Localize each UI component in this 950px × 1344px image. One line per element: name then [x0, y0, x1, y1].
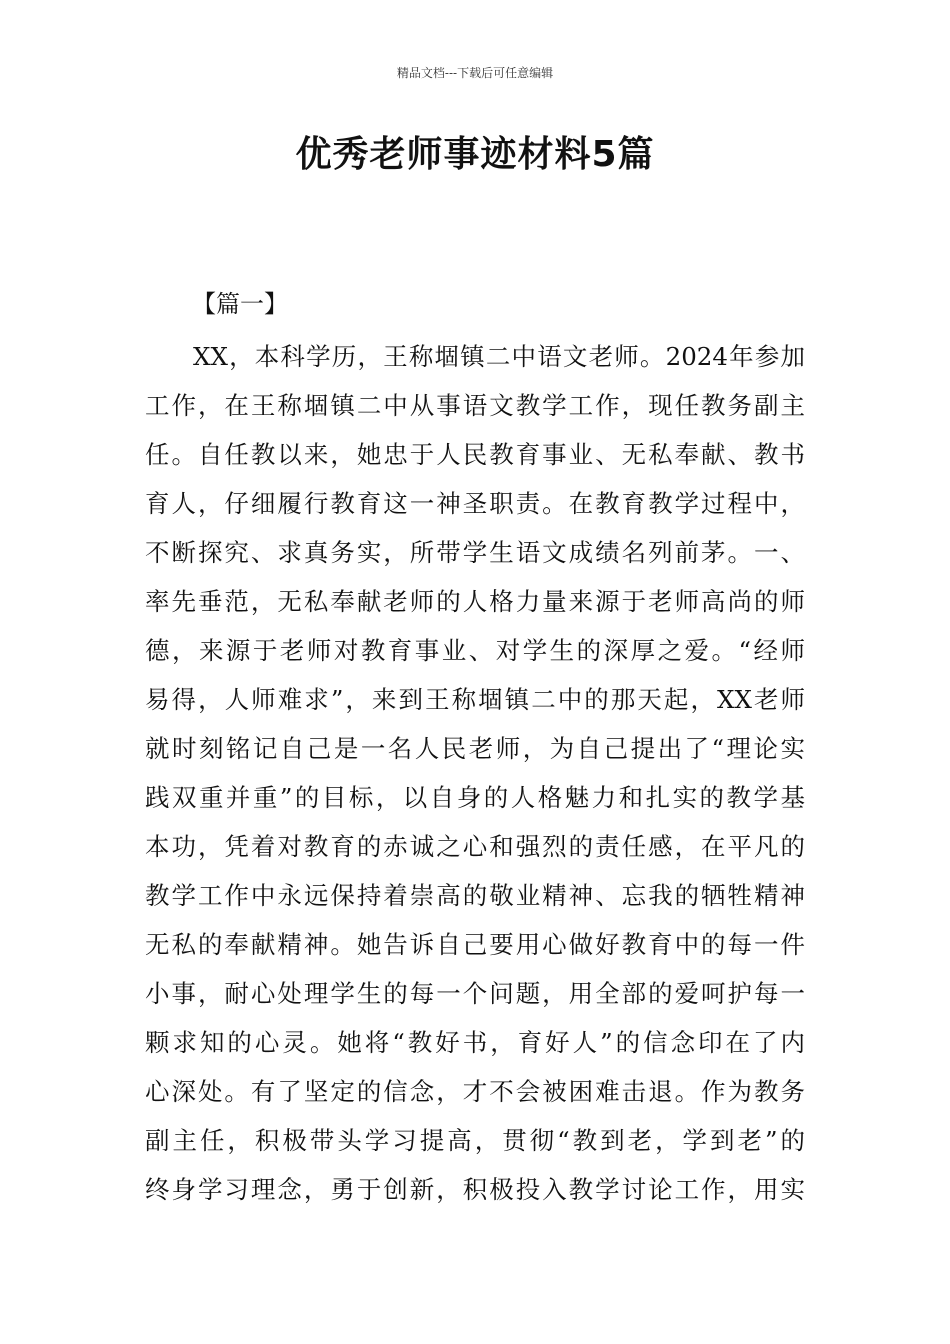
paragraph-line: 率先垂范，无私奉献老师的人格力量来源于老师高尚的师 [145, 587, 805, 616]
paragraph-line: 育人，仔细履行教育这一神圣职责。在教育教学过程中， [145, 489, 805, 518]
document-title: 优秀老师事迹材料5篇 [295, 134, 655, 175]
paragraph-line: 终身学习理念，勇于创新，积极投入教学讨论工作，用实 [145, 1175, 805, 1204]
paragraph-line: 小事，耐心处理学生的每一个问题，用全部的爱呵护每一 [145, 979, 805, 1008]
paragraph-line: 颗求知的心灵。她将“教好书，育好人”的信念印在了内 [145, 1028, 805, 1057]
paragraph-line: 践双重并重”的目标，以自身的人格魅力和扎实的教学基 [145, 783, 805, 812]
paragraph-line: 易得，人师难求”，来到王称堌镇二中的那天起，XX老师 [145, 685, 805, 714]
paragraph-line: 无私的奉献精神。她告诉自己要用心做好教育中的每一件 [145, 930, 805, 959]
paragraph-line: 任。自任教以来，她忠于人民教育事业、无私奉献、教书 [145, 440, 805, 469]
body-paragraph [145, 332, 805, 1214]
paragraph-line: XX，本科学历，王称堌镇二中语文老师。2024年参加 [193, 342, 805, 371]
paragraph-line: 本功，凭着对教育的赤诚之心和强烈的责任感，在平凡的 [145, 832, 805, 861]
paragraph-line: 心深处。有了坚定的信念，才不会被困难击退。作为教务 [145, 1077, 805, 1106]
paragraph-line: 工作，在王称堌镇二中从事语文教学工作，现任教务副主 [145, 391, 805, 420]
paragraph-line: 就时刻铭记自己是一名人民老师，为自己提出了“理论实 [145, 734, 805, 763]
paragraph-line: 副主任，积极带头学习提高，贯彻“教到老，学到老”的 [145, 1126, 805, 1155]
section-heading: 【篇一】 [192, 290, 288, 318]
paragraph-line: 德，来源于老师对教育事业、对学生的深厚之爱。“经师 [145, 636, 805, 665]
paragraph-line: 不断探究、求真务实，所带学生语文成绩名列前茅。一、 [145, 538, 805, 567]
header-note: 精品文档---下载后可任意编辑 [396, 66, 554, 80]
paragraph-line: 教学工作中永远保持着崇高的敬业精神、忘我的牺牲精神 [145, 881, 805, 910]
